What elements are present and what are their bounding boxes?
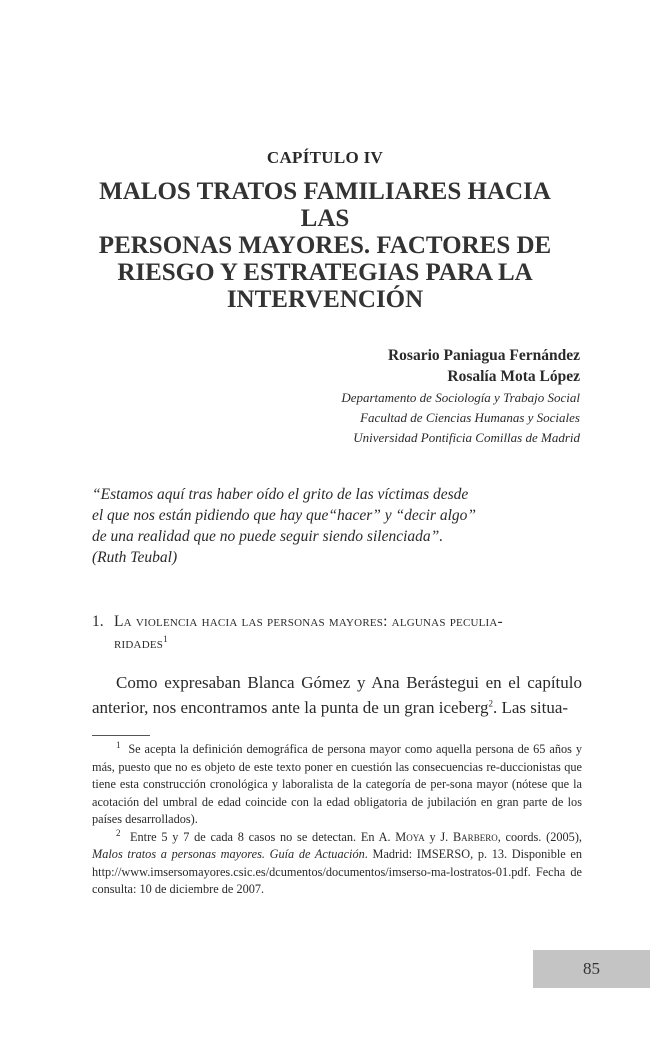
body-line: anterior, nos encontramos ante la punta de un gran iceberg [92,698,489,717]
footnote-text: Se acepta la definición demográfica de persona mayor como aquella persona de 65 años y más, puesto que no es objeto de este texto poner en cuestión las consecuencias re-duccionistas que tiene esta construcción cronológica y laboralista de la categoría de per-sona mayor (nótese que la acotación del umbral de edad coincide con la edad obligatoria de jubilación en gran parte de los países desarrollados). [92,742,582,826]
title-line: MALOS TRATOS FAMILIARES HACIA LAS [99,178,551,232]
author-name: Rosalía Mota López [447,368,580,385]
epigraph-line: de una realidad que no puede seguir siendo silenciada”. [92,528,444,545]
cited-book-title: Malos tratos a personas mayores. Guía de Actuación [92,847,365,861]
author-list [388,345,580,387]
epigraph-line: “Estamos aquí tras haber oído el grito de las víctimas desde [92,486,469,503]
footnote-mark: 2 [116,827,121,838]
affiliation-line: Universidad Pontificia Comillas de Madrid [353,430,580,445]
chapter-title [80,178,570,313]
title-line: RIESGO Y ESTRATEGIAS PARA LA [117,259,533,286]
footnote-mark: 1 [116,739,121,750]
footnote-text: , coords. (2005), [497,829,582,844]
body-text [92,670,582,720]
footnote-divider [92,735,150,736]
affiliation-line: Departamento de Sociología y Trabajo Social [341,390,580,405]
section-title-line1: La violencia hacia las personas mayores: algunas peculia- [114,613,503,630]
affiliation-line: Facultad de Ciencias Humanas y Sociales [360,410,580,425]
body-line: Como expresaban Blanca Gómez y Ana Berástegui en el capítulo [116,673,582,692]
epigraph-author: (Ruth Teubal) [92,549,178,566]
epigraph-line: el que nos están pidiendo que hay que“hacer” y “decir algo” [92,507,477,524]
title-line: INTERVENCIÓN [226,286,424,313]
body-line: . Las situa- [492,698,569,717]
footnote-ref[interactable]: 2 [488,698,493,709]
footnote-text: y J. [424,829,453,844]
chapter-label: CAPÍTULO IV [266,148,384,167]
affiliation [341,388,580,448]
author-name: Rosario Paniagua Fernández [387,347,580,364]
footnotes [92,741,582,899]
section-heading [92,611,582,655]
footnote-ref[interactable]: 1 [163,633,168,644]
title-line: PERSONAS MAYORES. FACTORES DE [98,232,552,259]
page-number [533,950,650,988]
cited-author: Barbero [452,829,498,844]
epigraph [92,484,572,568]
footnote-1 [92,741,582,829]
footnote-text: . Madrid: IMSERSO, p. 13. Disponible en http://www.imsersomayores.csic.es/dcumentos/documentos/imserso-ma-lostratos-01.pdf. Fecha de consulta: 10 de diciembre de 2007. [92,847,582,896]
footnote-text: Entre 5 y 7 de cada 8 casos no se detectan. En A. [130,829,396,844]
page-number-text: 85 [583,959,600,978]
cited-author: Moya [395,829,425,844]
footnote-2 [92,829,582,899]
section-number: 1. [92,613,104,630]
section-title-line2: ridades [114,635,164,652]
